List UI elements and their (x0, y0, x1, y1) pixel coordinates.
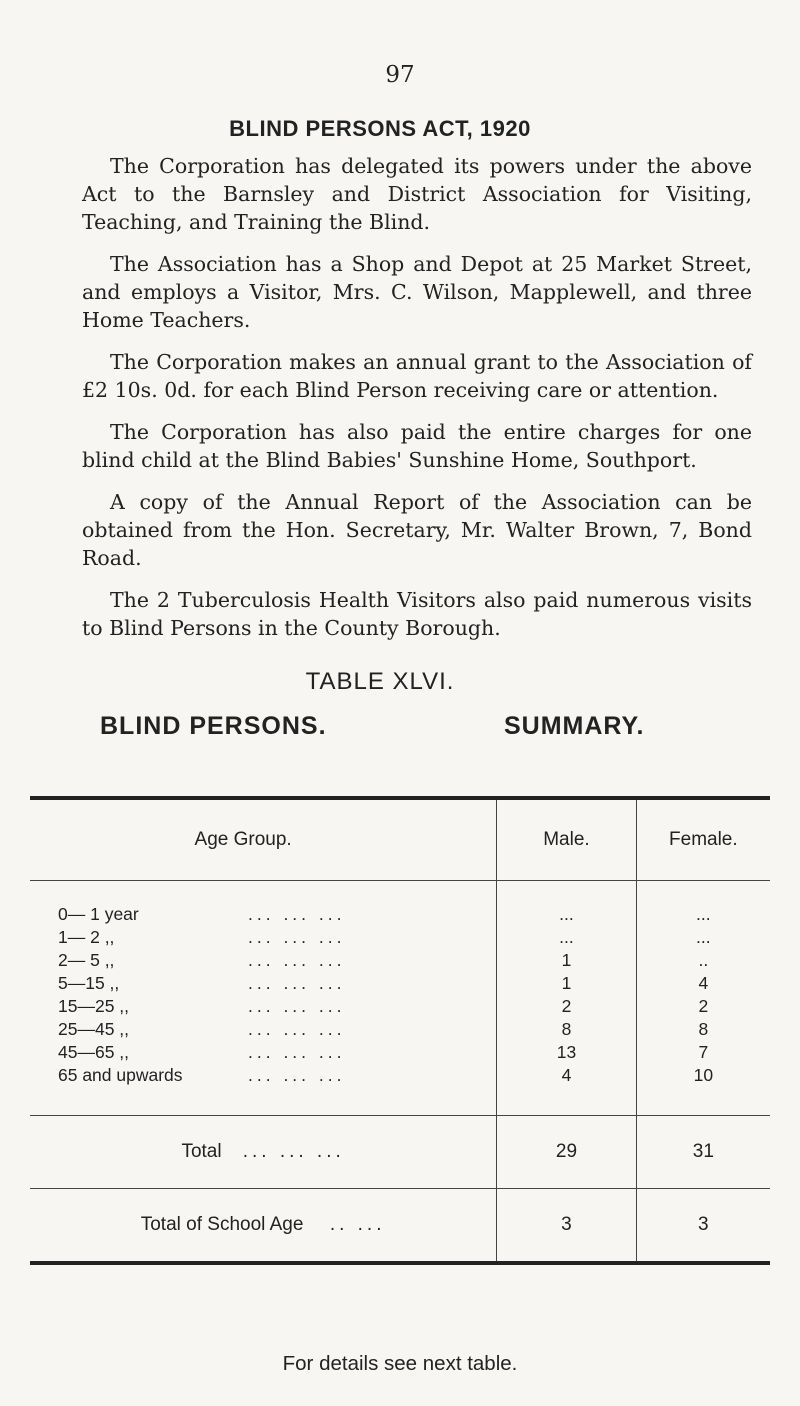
paragraph: The Association has a Shop and Depot at 25 Market Street, and employs a Visitor, Mrs. C. Wilson, Mapplewell, and three Home Teachers. (82, 252, 752, 332)
male-value: 2 (497, 995, 636, 1018)
age-group-label: 65 and upwards (58, 1065, 183, 1085)
table-row (30, 926, 770, 949)
table-row (30, 1064, 770, 1116)
leader-dots: ... ... ... (248, 1042, 346, 1062)
male-value: 1 (497, 972, 636, 995)
school-age-female: 3 (636, 1189, 770, 1264)
age-group-label: 0— 1 year (58, 904, 139, 924)
male-value: ... (497, 881, 636, 927)
summary-table (30, 796, 770, 1265)
total-row (30, 1116, 770, 1189)
female-value: .. (636, 949, 770, 972)
age-group-label: 2— 5 ,, (58, 950, 115, 970)
female-value: ... (636, 881, 770, 927)
table-row (30, 949, 770, 972)
header-female: Female. (636, 798, 770, 880)
female-value: 4 (636, 972, 770, 995)
table-row (30, 995, 770, 1018)
leader-dots: ... ... ... (248, 1019, 346, 1039)
age-group-label: 25—45 ,, (58, 1019, 130, 1039)
table-row (30, 1041, 770, 1064)
paragraph: The 2 Tuberculosis Health Visitors also paid numerous visits to Blind Persons in the County Borough. (82, 588, 752, 640)
leader-dots: ... ... ... (248, 1065, 346, 1085)
leader-dots: ... ... ... (248, 904, 346, 924)
age-group-label: 45—65 ,, (58, 1042, 130, 1062)
female-value: ... (636, 926, 770, 949)
footnote: For details see next table. (282, 1352, 518, 1375)
male-value: 8 (497, 1018, 636, 1041)
age-group-label: 5—15 ,, (58, 973, 120, 993)
leader-dots: ... ... ... (248, 996, 346, 1016)
table-row (30, 881, 770, 927)
female-value: 10 (636, 1064, 770, 1116)
table-row (30, 1018, 770, 1041)
header-male: Male. (497, 798, 636, 880)
leader-dots: ... ... ... (248, 927, 346, 947)
leader-dots: ... ... ... (242, 1141, 345, 1162)
school-age-label: Total of School Age (140, 1214, 304, 1235)
table-heading-right: SUMMARY. (504, 712, 645, 740)
header-age-group: Age Group. (194, 829, 292, 850)
page-number: 97 (385, 62, 415, 88)
male-value: 4 (497, 1064, 636, 1116)
paragraph: The Corporation has also paid the entire charges for one blind child at the Blind Babies' Sunshine Home, Southport. (82, 420, 752, 472)
section-heading: BLIND PERSONS ACT, 1920 (229, 116, 531, 141)
table-row (30, 972, 770, 995)
total-label: Total (181, 1141, 222, 1162)
paragraph: The Corporation has delegated its powers under the above Act to the Barnsley and District Association for Visiting, Teaching, and Training the Blind. (82, 154, 752, 234)
male-value: 1 (497, 949, 636, 972)
age-group-label: 15—25 ,, (58, 996, 130, 1016)
male-value: 13 (497, 1041, 636, 1064)
total-female: 31 (636, 1116, 770, 1189)
paragraph: A copy of the Annual Report of the Association can be obtained from the Hon. Secretary, Mr. Walter Brown, 7, Bond Road. (82, 490, 752, 570)
body-text (82, 152, 752, 656)
paragraph: The Corporation makes an annual grant to the Association of £2 10s. 0d. for each Blind Person receiving care or attention. (82, 350, 752, 402)
school-age-male: 3 (497, 1189, 636, 1264)
leader-dots: ... ... ... (248, 950, 346, 970)
table-title: TABLE XLVI. (305, 668, 455, 695)
school-age-row (30, 1189, 770, 1264)
male-value: ... (497, 926, 636, 949)
female-value: 8 (636, 1018, 770, 1041)
table-heading-left: BLIND PERSONS. (100, 712, 327, 740)
leader-dots: ... ... ... (248, 973, 346, 993)
female-value: 7 (636, 1041, 770, 1064)
table-header-row (30, 798, 770, 880)
total-male: 29 (497, 1116, 636, 1189)
leader-dots: .. ... (329, 1214, 386, 1235)
female-value: 2 (636, 995, 770, 1018)
age-group-label: 1— 2 ,, (58, 927, 115, 947)
